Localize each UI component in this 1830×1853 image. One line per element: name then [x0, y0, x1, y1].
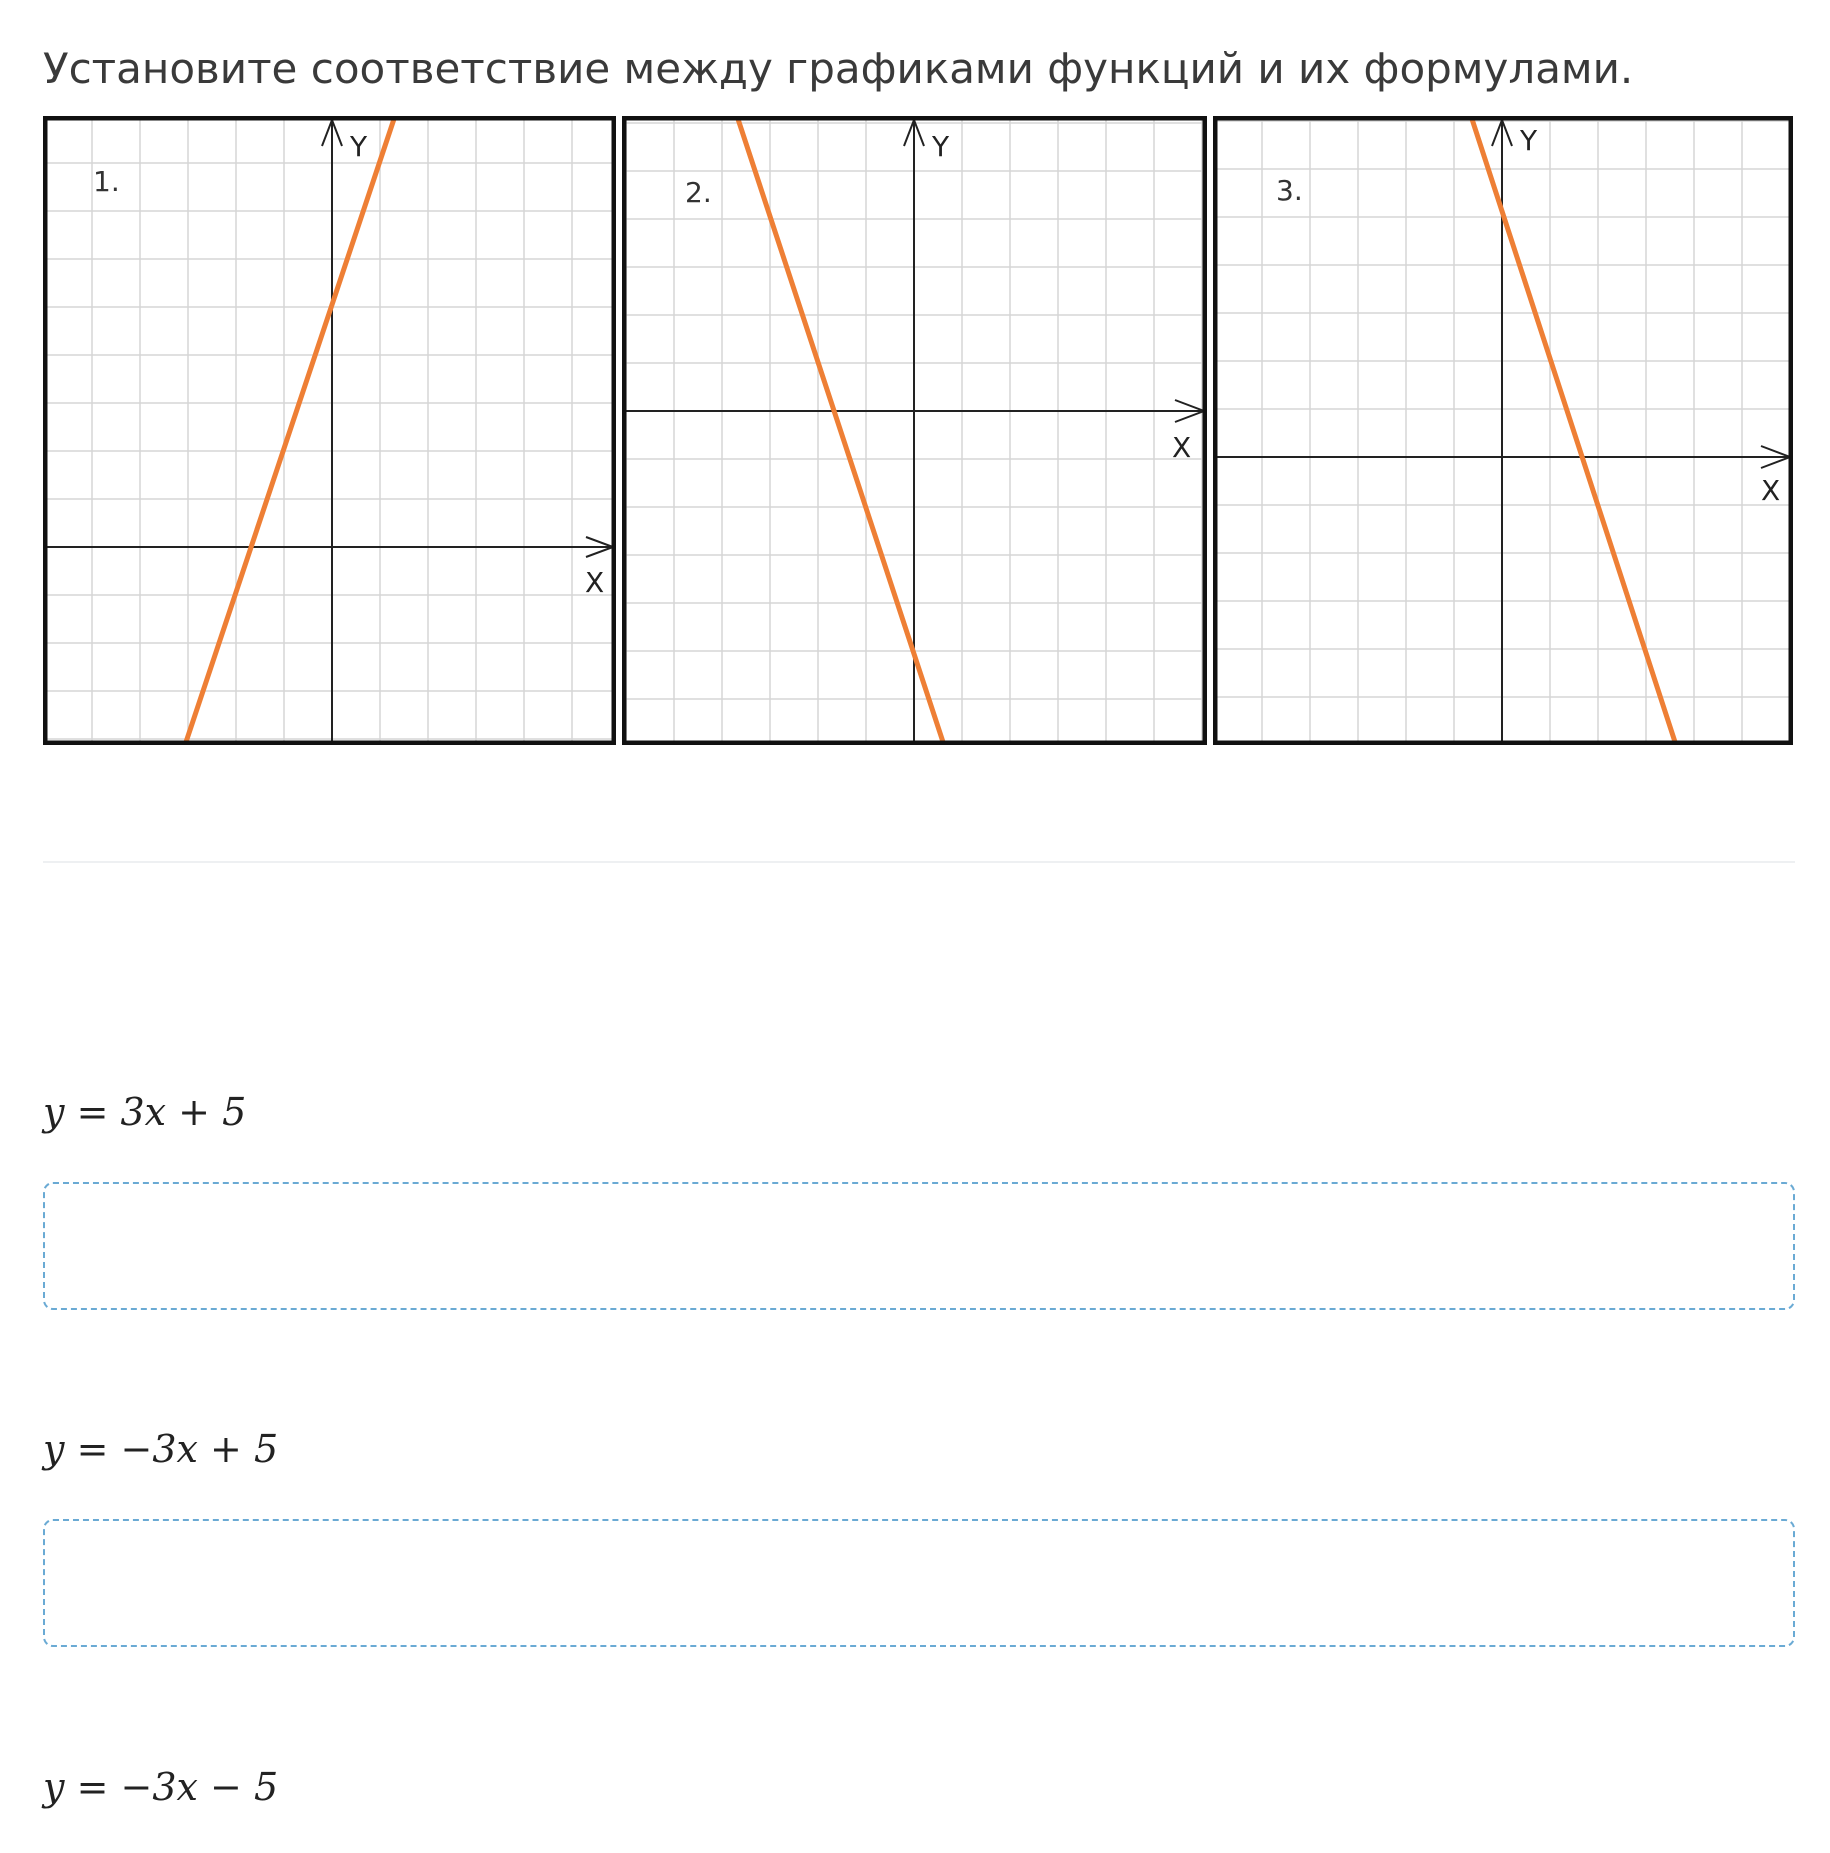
formula-3-eq: =: [76, 1765, 109, 1809]
graph-3: [1213, 116, 1786, 745]
graph-1-svg: [43, 116, 616, 745]
formula-1-drop-zone[interactable]: [43, 1182, 1795, 1310]
graph-3-x-axis-label: X: [1761, 474, 1781, 507]
graph-1-label: 1.: [93, 165, 120, 198]
question-title: Установите соответствие между графиками функций и их формулами.: [43, 44, 1634, 93]
formula-3-rhs: −3x − 5: [120, 1765, 279, 1809]
formula-2-eq: =: [76, 1427, 109, 1471]
graph-2-y-axis-label: Y: [932, 130, 950, 163]
formula-2-drop-zone[interactable]: [43, 1519, 1795, 1647]
graph-3-label: 3.: [1276, 174, 1303, 207]
graph-1-x-axis-label: X: [585, 566, 605, 599]
separator: [43, 861, 1795, 863]
graph-1: [43, 116, 616, 745]
graph-2: [622, 116, 1195, 745]
formula-1-lhs: y: [43, 1090, 65, 1134]
graph-2-svg: [622, 116, 1207, 745]
formula-2-rhs: −3x + 5: [120, 1427, 279, 1471]
graph-1-grid: [43, 116, 616, 745]
formula-1-label: [43, 1090, 246, 1134]
graph-2-label: 2.: [685, 176, 712, 209]
graph-2-x-axis-label: X: [1172, 431, 1192, 464]
graphs-figure: [43, 116, 1793, 745]
formula-3-label: [43, 1765, 278, 1809]
formula-2-label: [43, 1427, 278, 1471]
graph-3-svg: [1213, 116, 1793, 745]
formula-2-lhs: y: [43, 1427, 65, 1471]
formula-1-rhs: 3x + 5: [120, 1090, 247, 1134]
formula-3-lhs: y: [43, 1765, 65, 1809]
formula-1-eq: =: [76, 1090, 109, 1134]
graph-3-y-axis-label: Y: [1520, 124, 1538, 157]
graph-1-y-axis-label: Y: [350, 130, 368, 163]
